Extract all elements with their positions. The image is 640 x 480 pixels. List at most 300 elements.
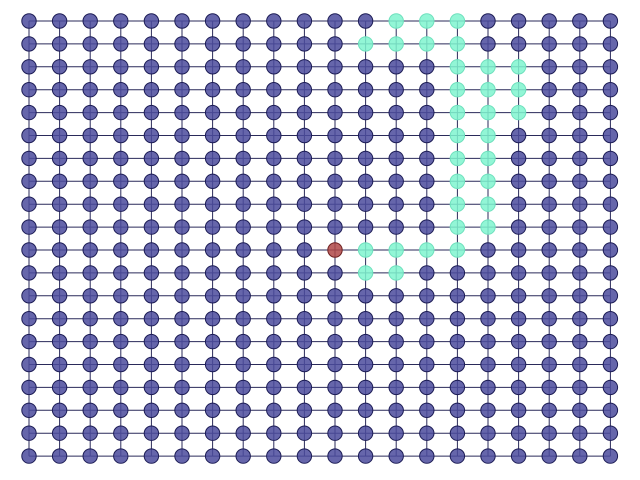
- grid-node: [205, 220, 219, 234]
- grid-node: [236, 220, 250, 234]
- grid-node: [267, 289, 281, 303]
- grid-node: [297, 289, 311, 303]
- grid-node: [83, 105, 97, 119]
- grid-node: [481, 403, 495, 417]
- grid-node: [573, 14, 587, 28]
- grid-node: [144, 266, 158, 280]
- grid-node: [236, 128, 250, 142]
- grid-node: [83, 128, 97, 142]
- grid-node: [144, 403, 158, 417]
- highlighted-node: [389, 37, 403, 51]
- grid-node: [542, 83, 556, 97]
- grid-node: [450, 380, 464, 394]
- grid-node: [481, 289, 495, 303]
- grid-node: [83, 243, 97, 257]
- grid-node: [22, 174, 36, 188]
- grid-node: [205, 289, 219, 303]
- grid-node: [297, 403, 311, 417]
- grid-node: [297, 174, 311, 188]
- highlighted-node: [358, 266, 372, 280]
- highlighted-node: [450, 14, 464, 28]
- grid-node: [297, 60, 311, 74]
- grid-node: [236, 380, 250, 394]
- highlighted-node: [481, 83, 495, 97]
- grid-node: [603, 403, 617, 417]
- highlighted-node: [450, 60, 464, 74]
- grid-node: [175, 312, 189, 326]
- grid-node: [144, 83, 158, 97]
- grid-node: [144, 449, 158, 463]
- grid-node: [175, 334, 189, 348]
- grid-node: [144, 220, 158, 234]
- grid-node: [83, 14, 97, 28]
- grid-node: [52, 403, 66, 417]
- grid-node: [205, 37, 219, 51]
- grid-node: [175, 37, 189, 51]
- grid-node: [573, 151, 587, 165]
- grid-node: [236, 197, 250, 211]
- grid-node: [573, 403, 587, 417]
- grid-node: [358, 357, 372, 371]
- grid-node: [389, 334, 403, 348]
- grid-node: [389, 312, 403, 326]
- grid-node: [328, 289, 342, 303]
- grid-node: [358, 334, 372, 348]
- grid-nodes: [22, 14, 618, 464]
- grid-node: [267, 312, 281, 326]
- grid-node: [144, 128, 158, 142]
- grid-node: [22, 83, 36, 97]
- grid-node: [511, 243, 525, 257]
- grid-node: [297, 334, 311, 348]
- grid-node: [236, 151, 250, 165]
- grid-node: [420, 174, 434, 188]
- grid-node: [420, 334, 434, 348]
- grid-node: [205, 60, 219, 74]
- grid-node: [573, 128, 587, 142]
- grid-node: [573, 174, 587, 188]
- grid-node: [205, 380, 219, 394]
- grid-node: [52, 60, 66, 74]
- grid-node: [511, 174, 525, 188]
- grid-node: [22, 105, 36, 119]
- grid-node: [267, 357, 281, 371]
- grid-node: [22, 426, 36, 440]
- grid-node: [52, 220, 66, 234]
- grid-node: [236, 449, 250, 463]
- grid-node: [144, 197, 158, 211]
- grid-node: [22, 37, 36, 51]
- grid-node: [358, 220, 372, 234]
- grid-node: [542, 105, 556, 119]
- grid-node: [144, 37, 158, 51]
- grid-node: [52, 449, 66, 463]
- grid-node: [114, 403, 128, 417]
- highlighted-node: [358, 243, 372, 257]
- grid-node: [511, 312, 525, 326]
- grid-node: [114, 128, 128, 142]
- grid-node: [297, 312, 311, 326]
- grid-node: [573, 243, 587, 257]
- grid-node: [481, 37, 495, 51]
- grid-node: [22, 151, 36, 165]
- grid-node: [175, 14, 189, 28]
- grid-node: [22, 266, 36, 280]
- highlighted-node: [481, 105, 495, 119]
- grid-node: [542, 243, 556, 257]
- grid-node: [144, 357, 158, 371]
- grid-node: [297, 220, 311, 234]
- grid-node: [358, 403, 372, 417]
- grid-node: [328, 449, 342, 463]
- grid-node: [511, 380, 525, 394]
- grid-node: [83, 220, 97, 234]
- grid-node: [420, 449, 434, 463]
- grid-node: [205, 83, 219, 97]
- grid-node: [603, 37, 617, 51]
- grid-node: [22, 14, 36, 28]
- grid-node: [205, 174, 219, 188]
- highlighted-node: [481, 128, 495, 142]
- grid-node: [22, 289, 36, 303]
- grid-node: [83, 289, 97, 303]
- grid-node: [114, 105, 128, 119]
- highlighted-node: [420, 14, 434, 28]
- grid-node: [420, 312, 434, 326]
- grid-node: [236, 357, 250, 371]
- grid-node: [450, 312, 464, 326]
- highlighted-node: [511, 83, 525, 97]
- grid-node: [573, 312, 587, 326]
- grid-node: [22, 60, 36, 74]
- grid-node: [450, 266, 464, 280]
- grid-node: [267, 37, 281, 51]
- grid-node: [542, 426, 556, 440]
- grid-node: [205, 266, 219, 280]
- grid-node: [114, 357, 128, 371]
- grid-node: [175, 151, 189, 165]
- grid-node: [542, 220, 556, 234]
- highlighted-node: [358, 37, 372, 51]
- grid-node: [328, 426, 342, 440]
- grid-node: [511, 220, 525, 234]
- grid-node: [603, 426, 617, 440]
- grid-node: [52, 128, 66, 142]
- grid-node: [573, 289, 587, 303]
- grid-node: [267, 60, 281, 74]
- grid-node: [175, 289, 189, 303]
- grid-node: [420, 403, 434, 417]
- grid-node: [144, 60, 158, 74]
- grid-node: [205, 426, 219, 440]
- grid-node: [420, 105, 434, 119]
- grid-node: [267, 403, 281, 417]
- grid-node: [175, 105, 189, 119]
- grid-node: [52, 289, 66, 303]
- grid-node: [511, 334, 525, 348]
- grid-node: [236, 174, 250, 188]
- grid-node: [144, 174, 158, 188]
- grid-node: [205, 357, 219, 371]
- grid-node: [420, 357, 434, 371]
- grid-node: [328, 357, 342, 371]
- grid-node: [511, 426, 525, 440]
- grid-node: [175, 357, 189, 371]
- grid-node: [205, 151, 219, 165]
- grid-node: [297, 197, 311, 211]
- grid-node: [603, 128, 617, 142]
- grid-node: [450, 426, 464, 440]
- grid-node: [297, 449, 311, 463]
- grid-node: [389, 197, 403, 211]
- grid-node: [389, 380, 403, 394]
- grid-node: [144, 426, 158, 440]
- highlighted-node: [420, 243, 434, 257]
- grid-node: [83, 312, 97, 326]
- grid-node: [358, 128, 372, 142]
- grid-node: [573, 449, 587, 463]
- grid-node: [328, 14, 342, 28]
- grid-node: [511, 37, 525, 51]
- grid-node: [205, 403, 219, 417]
- grid-node: [236, 426, 250, 440]
- grid-node: [267, 14, 281, 28]
- grid-node: [114, 334, 128, 348]
- grid-node: [83, 357, 97, 371]
- grid-node: [52, 151, 66, 165]
- grid-node: [573, 83, 587, 97]
- grid-node: [267, 220, 281, 234]
- grid-node: [22, 449, 36, 463]
- grid-node: [114, 37, 128, 51]
- grid-node: [83, 449, 97, 463]
- grid-node: [358, 197, 372, 211]
- grid-node: [114, 289, 128, 303]
- grid-node: [420, 426, 434, 440]
- grid-node: [542, 37, 556, 51]
- grid-node: [573, 426, 587, 440]
- grid-node: [236, 243, 250, 257]
- highlighted-node: [450, 151, 464, 165]
- grid-node: [542, 357, 556, 371]
- grid-node: [328, 60, 342, 74]
- grid-node: [481, 243, 495, 257]
- grid-node: [114, 14, 128, 28]
- grid-node: [267, 426, 281, 440]
- highlighted-node: [450, 105, 464, 119]
- grid-node: [573, 105, 587, 119]
- grid-node: [358, 60, 372, 74]
- grid-node: [328, 334, 342, 348]
- grid-node: [144, 380, 158, 394]
- grid-node: [389, 83, 403, 97]
- grid-node: [420, 220, 434, 234]
- grid-node: [542, 197, 556, 211]
- grid-node: [114, 151, 128, 165]
- grid-node: [83, 174, 97, 188]
- highlighted-node: [481, 151, 495, 165]
- grid-node: [573, 60, 587, 74]
- grid-node: [389, 289, 403, 303]
- grid-node: [297, 357, 311, 371]
- grid-node: [573, 357, 587, 371]
- grid-node: [328, 174, 342, 188]
- highlighted-node: [450, 83, 464, 97]
- grid-node: [328, 83, 342, 97]
- grid-node: [205, 105, 219, 119]
- grid-node: [420, 60, 434, 74]
- grid-node: [22, 197, 36, 211]
- grid-node: [542, 380, 556, 394]
- grid-node: [328, 220, 342, 234]
- grid-node: [52, 243, 66, 257]
- grid-node: [52, 334, 66, 348]
- grid-node: [389, 403, 403, 417]
- grid-node: [297, 14, 311, 28]
- grid-node: [52, 312, 66, 326]
- highlighted-node: [481, 60, 495, 74]
- grid-node: [573, 266, 587, 280]
- grid-node: [114, 83, 128, 97]
- grid-node: [114, 197, 128, 211]
- grid-node: [573, 220, 587, 234]
- grid-node: [603, 14, 617, 28]
- grid-node: [603, 243, 617, 257]
- grid-node: [389, 105, 403, 119]
- grid-node: [511, 403, 525, 417]
- highlighted-node: [481, 220, 495, 234]
- grid-node: [22, 312, 36, 326]
- grid-node: [267, 105, 281, 119]
- grid-node: [175, 60, 189, 74]
- grid-node: [389, 151, 403, 165]
- grid-node: [267, 128, 281, 142]
- grid-node: [389, 220, 403, 234]
- highlighted-node: [450, 128, 464, 142]
- grid-node: [511, 151, 525, 165]
- grid-node: [603, 83, 617, 97]
- grid-node: [236, 105, 250, 119]
- grid-node: [542, 174, 556, 188]
- grid-node: [542, 14, 556, 28]
- grid-node: [542, 403, 556, 417]
- grid-node: [83, 151, 97, 165]
- grid-node: [420, 128, 434, 142]
- grid-node: [328, 105, 342, 119]
- grid-node: [389, 449, 403, 463]
- grid-node: [267, 243, 281, 257]
- grid-node: [267, 266, 281, 280]
- grid-node: [22, 380, 36, 394]
- grid-node: [450, 357, 464, 371]
- grid-node: [481, 266, 495, 280]
- grid-node: [52, 197, 66, 211]
- grid-node: [358, 380, 372, 394]
- grid-node: [511, 197, 525, 211]
- grid-node: [297, 128, 311, 142]
- grid-node: [450, 334, 464, 348]
- grid-node: [542, 266, 556, 280]
- grid-node: [175, 449, 189, 463]
- grid-node: [236, 403, 250, 417]
- grid-node: [358, 14, 372, 28]
- grid-node: [236, 60, 250, 74]
- grid-node: [205, 312, 219, 326]
- grid-node: [114, 174, 128, 188]
- grid-node: [175, 380, 189, 394]
- grid-node: [52, 380, 66, 394]
- grid-node: [144, 151, 158, 165]
- grid-node: [603, 60, 617, 74]
- grid-node: [603, 449, 617, 463]
- highlighted-node: [389, 266, 403, 280]
- grid-node: [22, 357, 36, 371]
- grid-node: [205, 449, 219, 463]
- grid-node: [83, 197, 97, 211]
- grid-node: [22, 220, 36, 234]
- grid-node: [297, 426, 311, 440]
- grid-node: [542, 151, 556, 165]
- grid-node: [603, 151, 617, 165]
- grid-node: [205, 197, 219, 211]
- grid-node: [52, 14, 66, 28]
- highlighted-node: [511, 105, 525, 119]
- grid-node: [481, 14, 495, 28]
- highlighted-node: [450, 197, 464, 211]
- grid-node: [144, 289, 158, 303]
- grid-node: [542, 289, 556, 303]
- grid-node: [52, 426, 66, 440]
- grid-node: [573, 334, 587, 348]
- grid-node: [542, 128, 556, 142]
- grid-node: [236, 83, 250, 97]
- grid-node: [511, 357, 525, 371]
- grid-node: [603, 334, 617, 348]
- grid-node: [603, 357, 617, 371]
- grid-node: [83, 37, 97, 51]
- grid-node: [420, 151, 434, 165]
- grid-node: [205, 243, 219, 257]
- grid-node: [175, 83, 189, 97]
- grid-node: [22, 128, 36, 142]
- grid-node: [358, 289, 372, 303]
- grid-node: [328, 37, 342, 51]
- grid-node: [358, 151, 372, 165]
- grid-node: [175, 266, 189, 280]
- grid-node: [83, 426, 97, 440]
- grid-node: [175, 426, 189, 440]
- grid-node: [175, 220, 189, 234]
- highlighted-node: [481, 174, 495, 188]
- grid-node: [481, 312, 495, 326]
- highlighted-node: [450, 37, 464, 51]
- grid-node: [297, 266, 311, 280]
- grid-node: [389, 357, 403, 371]
- grid-node: [144, 312, 158, 326]
- highlighted-node: [389, 14, 403, 28]
- grid-node: [328, 380, 342, 394]
- grid-node: [573, 380, 587, 394]
- grid-node: [52, 266, 66, 280]
- grid-node: [22, 334, 36, 348]
- grid-node: [542, 449, 556, 463]
- grid-node: [52, 105, 66, 119]
- grid-node: [236, 37, 250, 51]
- grid-node: [511, 449, 525, 463]
- grid-node: [358, 174, 372, 188]
- grid-node: [267, 449, 281, 463]
- grid-node: [267, 151, 281, 165]
